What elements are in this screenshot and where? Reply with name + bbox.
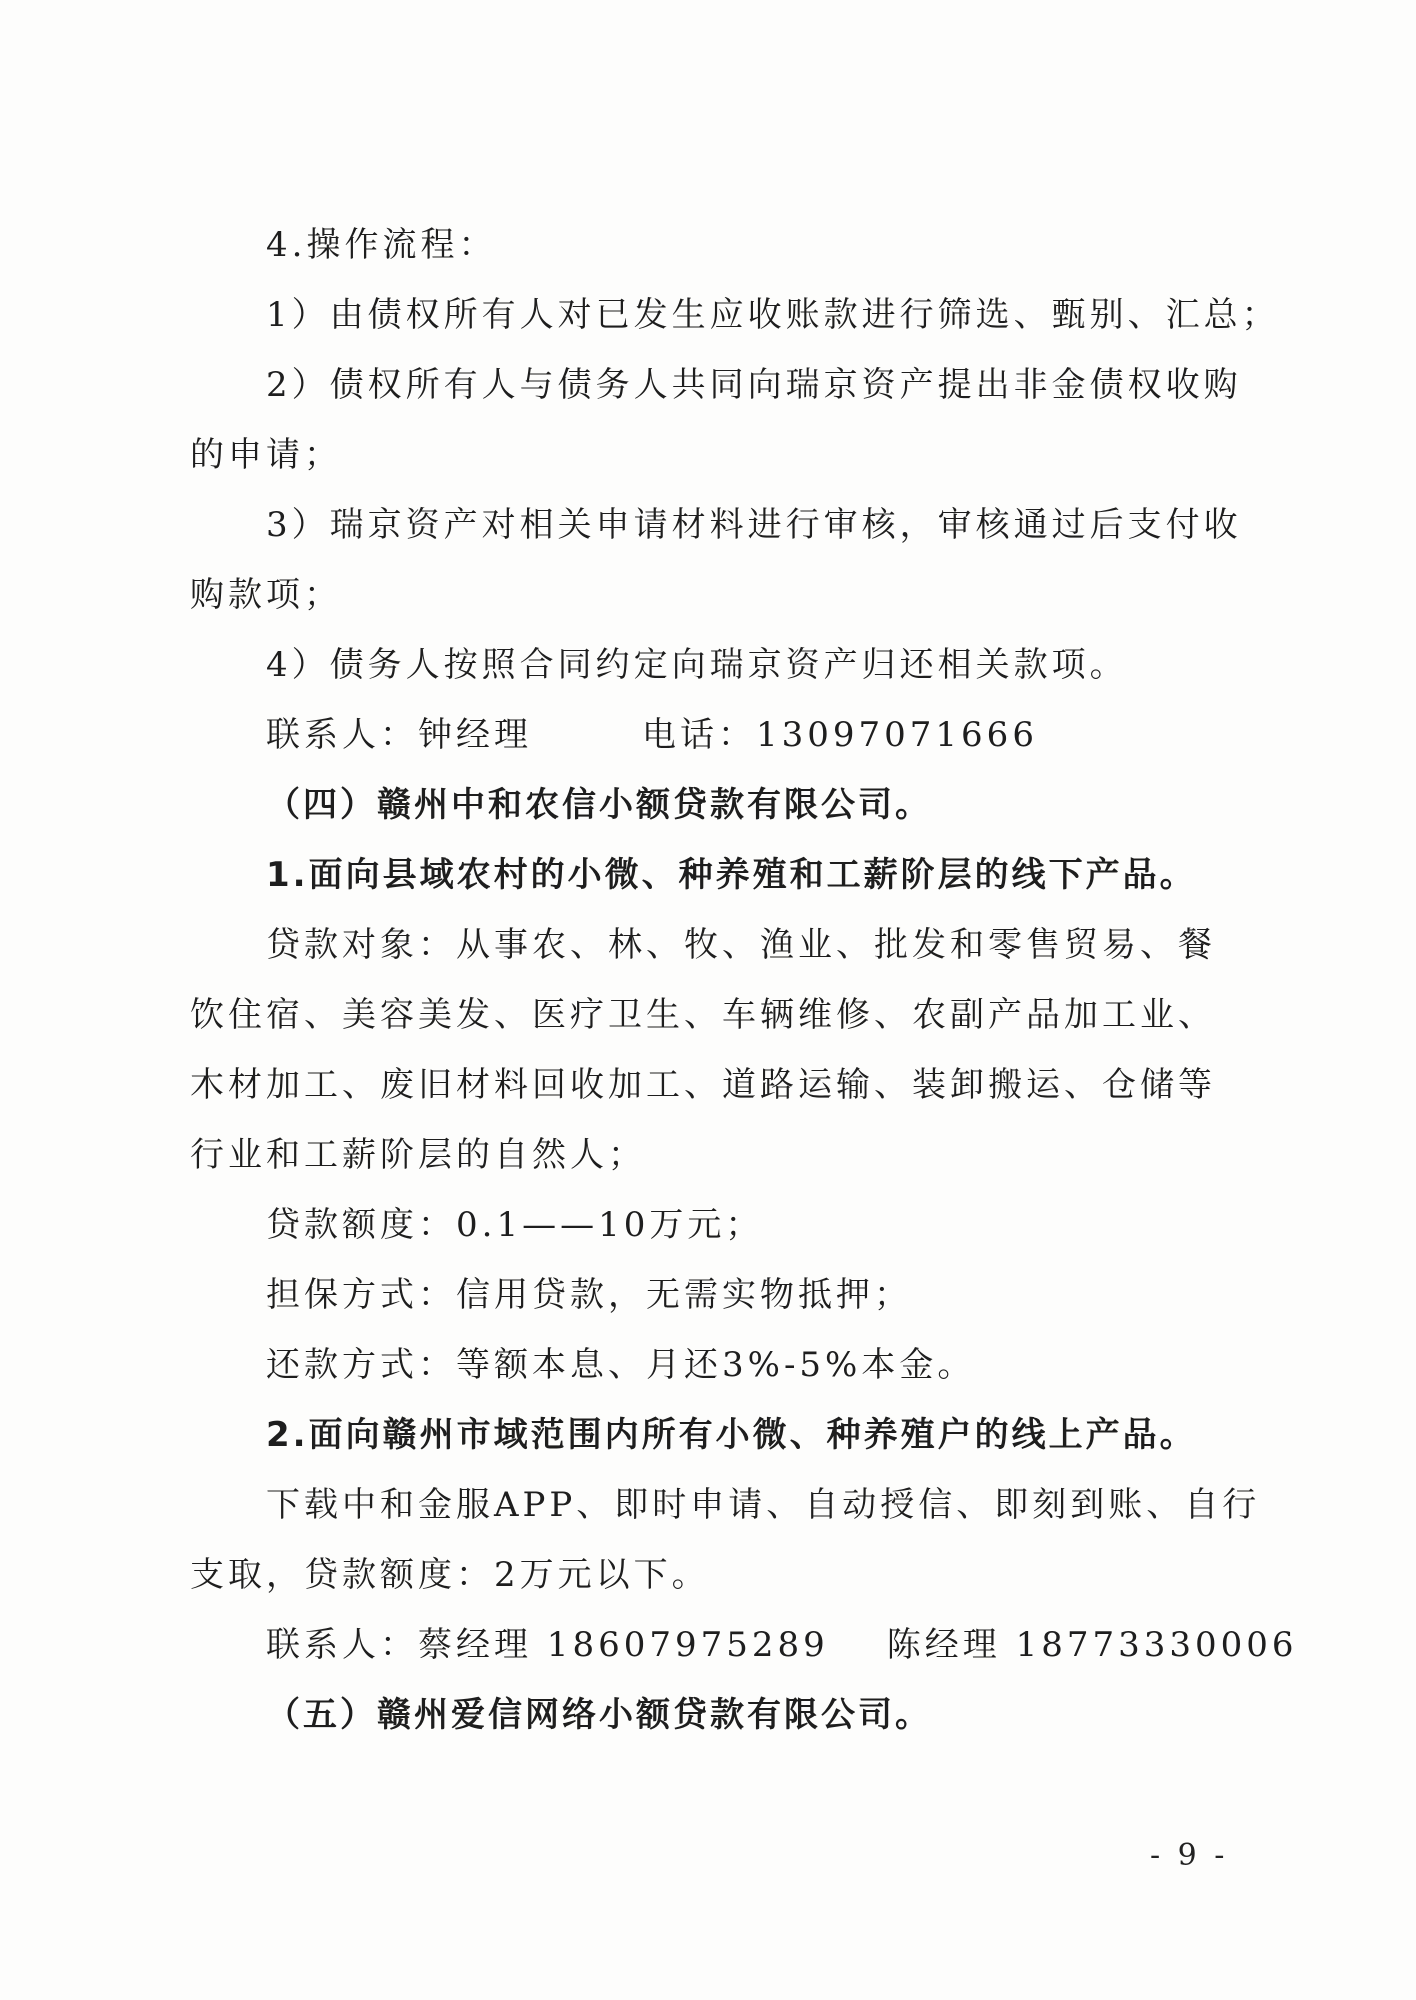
contact-name-1: 联系人：钟经理 <box>266 715 532 755</box>
step-3-continued: 购款项； <box>190 575 342 615</box>
contact-name-3: 陈经理 18773330006 <box>886 1625 1298 1665</box>
page-number: - 9 - <box>1150 1838 1229 1873</box>
step-3: 3）瑞京资产对相关申请材料进行审核，审核通过后支付收 <box>266 505 1242 545</box>
loan-target-continued-2: 木材加工、废旧材料回收加工、道路运输、装卸搬运、仓储等 <box>190 1065 1216 1105</box>
repayment-method: 还款方式：等额本息、月还3%-5%本金。 <box>266 1345 976 1385</box>
contact-name-2: 联系人：蔡经理 18607975289 <box>266 1625 829 1665</box>
product-2-title: 2.面向赣州市域范围内所有小微、种养殖户的线上产品。 <box>266 1415 1197 1455</box>
loan-target-continued-3: 行业和工薪阶层的自然人； <box>190 1135 646 1175</box>
step-2: 2）债权所有人与债务人共同向瑞京资产提出非金债权收购 <box>266 365 1242 405</box>
product-1-title: 1.面向县域农村的小微、种养殖和工薪阶层的线下产品。 <box>266 855 1197 895</box>
loan-target: 贷款对象：从事农、林、牧、渔业、批发和零售贸易、餐 <box>266 925 1216 965</box>
step-4: 4）债务人按照合同约定向瑞京资产归还相关款项。 <box>266 645 1128 685</box>
loan-target-continued-1: 饮住宿、美容美发、医疗卫生、车辆维修、农副产品加工业、 <box>190 995 1216 1035</box>
loan-amount: 贷款额度：0.1——10万元； <box>266 1205 764 1245</box>
section-five-title: （五）赣州爱信网络小额贷款有限公司。 <box>266 1695 932 1735</box>
step-heading: 4.操作流程： <box>266 225 497 265</box>
online-product-description: 下载中和金服APP、即时申请、自动授信、即刻到账、自行 <box>266 1485 1261 1525</box>
section-four-title: （四）赣州中和农信小额贷款有限公司。 <box>266 785 932 825</box>
document-body <box>190 210 1298 1750</box>
contact-phone-1: 电话：13097071666 <box>642 715 1038 755</box>
step-1: 1）由债权所有人对已发生应收账款进行筛选、甄别、汇总； <box>266 295 1280 335</box>
contact-line-1 <box>190 700 1230 770</box>
guarantee-method: 担保方式：信用贷款，无需实物抵押； <box>266 1275 912 1315</box>
step-2-continued: 的申请； <box>190 435 342 475</box>
contact-line-2 <box>190 1610 1298 1680</box>
online-product-description-continued: 支取，贷款额度：2万元以下。 <box>190 1555 710 1595</box>
